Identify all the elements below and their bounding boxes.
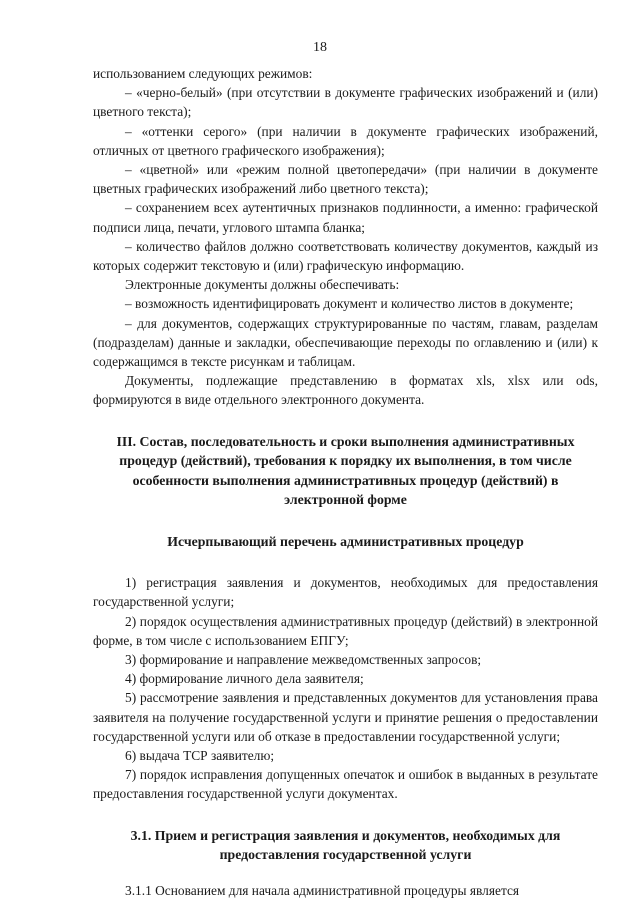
page-number: 18	[313, 40, 327, 55]
procedure-item: 4) формирование личного дела заявителя;	[125, 671, 364, 687]
paragraph: использованием следующих режимов:	[93, 66, 313, 81]
procedure-item: 1) регистрация заявления и документов, необходимых для предоставления государственной услуги;	[93, 575, 598, 610]
section-heading: III. Состав, последовательность и сроки выполнения административных процедур (действий), требования к порядку их выполнения, в том числе особенности выполнения административных процедур (действий) в электронной форме	[116, 433, 575, 508]
procedure-item: 5) рассмотрение заявления и представленных документов для установления права заявителя на получение государственной услуги и принятие решения о предоставлении государственной услуги или об отказе в предоставлении государственной услуги;	[93, 690, 598, 744]
procedure-item: 6) выдача ТСР заявителю;	[125, 747, 275, 763]
paragraph: – «цветной» или «режим полной цветопередачи» (при наличии в документе цветных графических изображений либо цветного текста);	[93, 162, 598, 197]
subsection-heading: 3.1. Прием и регистрация заявления и документов, необходимых для предоставления государственной услуги	[130, 827, 561, 863]
paragraph: Электронные документы должны обеспечивать:	[125, 277, 400, 293]
list-heading: Исчерпывающий перечень административных процедур	[167, 533, 524, 549]
paragraph: – возможность идентифицировать документ и количество листов в документе;	[125, 296, 574, 312]
paragraph: – для документов, содержащих структурированные по частям, главам, разделам (подразделам) данные и закладки, обеспечивающие переходы по оглавлению и (или) к содержащимся в тексте рисункам и таблицам.	[93, 315, 598, 370]
paragraph: – «черно-белый» (при отсутствии в документе графических изображений и (или) цветного текста);	[93, 85, 598, 120]
paragraph: Документы, подлежащие представлению в форматах xls, xlsx или ods, формируются в виде отдельного электронного документа.	[93, 373, 598, 408]
procedure-item: 7) порядок исправления допущенных опечаток и ошибок в выданных в результате предоставления государственной услуги документах.	[93, 767, 598, 802]
paragraph: – количество файлов должно соответствовать количеству документов, каждый из которых содержит текстовую и (или) графическую информацию.	[93, 238, 598, 274]
procedure-item: 2) порядок осуществления административных процедур (действий) в электронной форме, в том числе с использованием ЕПГУ;	[93, 613, 598, 648]
paragraph: – сохранением всех аутентичных признаков подлинности, а именно: графической подписи лица, печати, углового штампа бланка;	[93, 200, 598, 235]
paragraph: – «оттенки серого» (при наличии в документе графических изображений, отличных от цветного графического изображения);	[93, 123, 598, 158]
procedure-item: 3) формирование и направление межведомственных запросов;	[125, 651, 482, 667]
paragraph: 3.1.1 Основанием для начала административной процедуры является	[125, 882, 520, 898]
document-body	[93, 64, 598, 900]
